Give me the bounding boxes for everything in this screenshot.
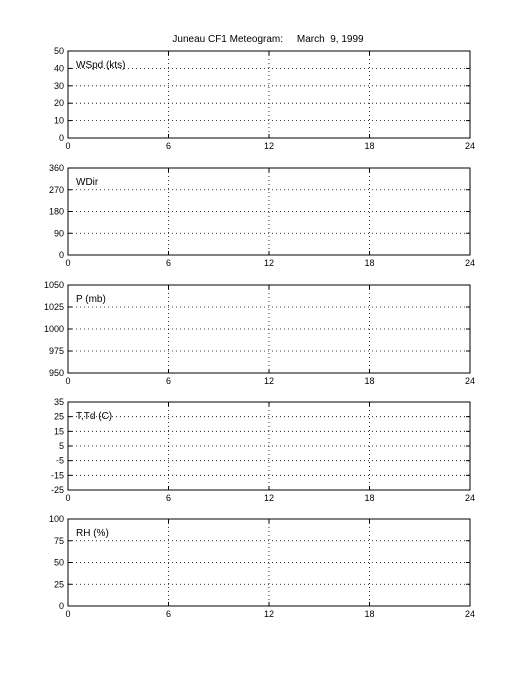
pressure-y-tick-label: 1025 xyxy=(43,302,64,312)
temperature-dewpoint-x-tick-label: 6 xyxy=(165,493,172,503)
pressure-x-tick-label: 24 xyxy=(464,376,476,386)
wind-speed-y-tick-label: 30 xyxy=(53,80,64,91)
temperature-dewpoint-y-tick-label: -15 xyxy=(50,470,64,481)
relative-humidity-x-tick-label: 0 xyxy=(65,609,71,619)
temperature-dewpoint-y-tick-label: 5 xyxy=(58,441,64,451)
pressure-x-tick-label: 0 xyxy=(65,376,71,386)
wind-direction-y-tick-label: 360 xyxy=(48,163,64,173)
wind-direction-y-tick-label: 90 xyxy=(53,228,64,239)
wind-direction-y-tick-label: 0 xyxy=(58,250,64,260)
wind-speed-y-tick-label: 20 xyxy=(53,98,64,109)
wind-direction-x-tick-label: 6 xyxy=(165,258,172,268)
wind-speed-x-tick-label: 0 xyxy=(65,141,71,151)
pressure-y-tick-label: 1050 xyxy=(43,280,64,290)
wind-direction-y-tick-label: 180 xyxy=(48,206,64,217)
pressure-x-tick-label: 12 xyxy=(263,376,275,386)
wind-speed-x-tick-label: 12 xyxy=(263,141,275,151)
wind-speed-y-tick-label: 10 xyxy=(53,115,64,126)
wind-speed-x-tick-label: 6 xyxy=(165,141,172,151)
relative-humidity-x-tick-label: 6 xyxy=(165,609,172,619)
pressure-panel xyxy=(44,280,475,386)
wind-direction-x-tick-label: 18 xyxy=(364,258,375,268)
temperature-dewpoint-y-tick-label: -5 xyxy=(55,455,64,466)
wind-direction-x-tick-label: 12 xyxy=(263,258,275,268)
meteogram-panels xyxy=(44,46,475,619)
temperature-dewpoint-x-tick-label: 12 xyxy=(263,493,275,503)
temperature-dewpoint-x-tick-label: 24 xyxy=(464,493,476,503)
wind-direction-panel xyxy=(49,163,475,268)
pressure-x-tick-label: 18 xyxy=(364,376,375,386)
relative-humidity-y-tick-label: 100 xyxy=(48,514,64,524)
relative-humidity-y-tick-label: 50 xyxy=(53,557,64,568)
relative-humidity-y-tick-label: 0 xyxy=(58,601,64,611)
pressure-y-tick-label: 1000 xyxy=(43,324,64,334)
temperature-dewpoint-y-tick-label: 15 xyxy=(53,426,64,437)
temperature-dewpoint-panel-label: T,Td (C) xyxy=(76,411,113,422)
wind-speed-y-tick-label: 50 xyxy=(53,46,64,56)
temperature-dewpoint-x-tick-label: 0 xyxy=(65,493,71,503)
relative-humidity-panel xyxy=(49,514,475,619)
pressure-panel-label: P (mb) xyxy=(76,294,106,305)
wind-direction-panel-label: WDir xyxy=(76,177,99,188)
temperature-dewpoint-y-tick-label: 35 xyxy=(53,397,64,407)
wind-speed-y-tick-label: 40 xyxy=(53,63,64,74)
wind-direction-y-tick-label: 270 xyxy=(48,184,64,195)
figure-title: Juneau CF1 Meteogram: March 9, 1999 xyxy=(172,34,364,45)
temperature-dewpoint-y-tick-label: 25 xyxy=(53,411,64,422)
relative-humidity-panel-label: RH (%) xyxy=(76,528,109,539)
relative-humidity-x-tick-label: 12 xyxy=(263,609,275,619)
relative-humidity-x-tick-label: 24 xyxy=(464,609,476,619)
wind-speed-panel xyxy=(54,46,475,151)
wind-speed-x-tick-label: 18 xyxy=(364,141,375,151)
pressure-y-tick-label: 950 xyxy=(48,368,64,378)
temperature-dewpoint-y-tick-label: -25 xyxy=(50,485,64,495)
relative-humidity-x-tick-label: 18 xyxy=(364,609,375,619)
pressure-x-tick-label: 6 xyxy=(165,376,172,386)
relative-humidity-y-tick-label: 75 xyxy=(53,535,64,546)
wind-speed-y-tick-label: 0 xyxy=(58,133,64,143)
temperature-dewpoint-x-tick-label: 18 xyxy=(364,493,375,503)
pressure-y-tick-label: 975 xyxy=(48,346,64,356)
wind-speed-panel-label: WSpd (kts) xyxy=(76,60,126,71)
wind-speed-axes-frame xyxy=(68,51,470,138)
wind-speed-x-tick-label: 24 xyxy=(464,141,476,151)
temperature-dewpoint-panel xyxy=(51,397,475,503)
wind-direction-x-tick-label: 0 xyxy=(65,258,71,268)
relative-humidity-y-tick-label: 25 xyxy=(53,579,64,590)
wind-direction-x-tick-label: 24 xyxy=(464,258,476,268)
